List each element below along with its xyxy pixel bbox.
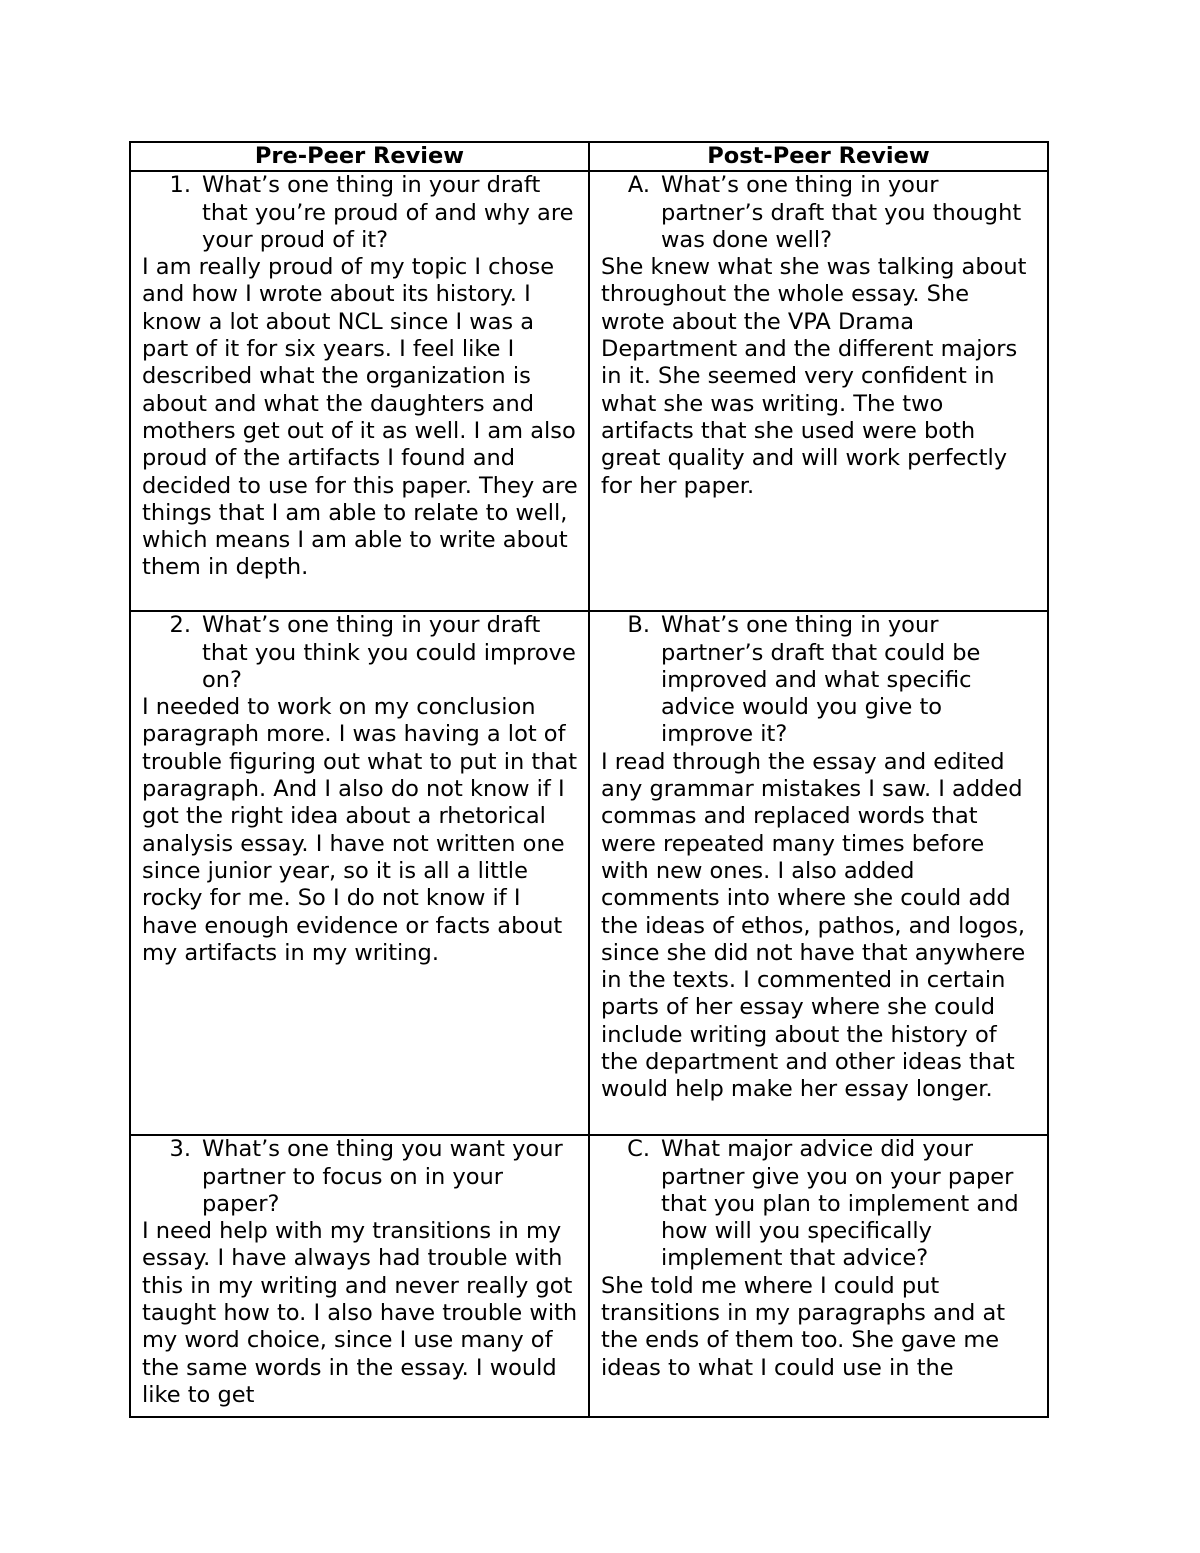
answer-text: I am really proud of my topic I chose and how I wrote about its history. I know a lot about NCL since I was a part of it for six years. I feel like I described what the organization is about and what the daughters and mothers get out of it as well. I am also proud of the artifacts I found and decided to use for this paper. They are things that I am able to relate to well, which means I am able to write about them in depth. — [142, 254, 578, 581]
cell-pre-review-3 — [130, 1135, 589, 1417]
question-item — [601, 1136, 1037, 1272]
cell-pre-review-1 — [130, 171, 589, 611]
cell-post-review-a — [589, 171, 1048, 611]
question-item — [142, 612, 578, 694]
cell-pre-review-2 — [130, 611, 589, 1135]
answer-text: I read through the essay and edited any grammar mistakes I saw. I added commas and replaced words that were repeated many times before with new ones. I also added comments into where she could add the ideas of ethos, pathos, and logos, since she did not have that anywhere in the texts. I commented in certain parts of her essay where she could include writing about the history of the department and other ideas that would help make her essay longer. — [601, 748, 1026, 1103]
table-row — [130, 611, 1048, 1135]
question-text: What major advice did your partner give you on your paper that you plan to implement and how will you specifically implement that advice? — [661, 1136, 1019, 1272]
question-letter: B. — [627, 612, 650, 639]
peer-review-table — [129, 141, 1049, 1418]
question-number: 1. — [169, 172, 191, 199]
answer-text: She knew what she was talking about throughout the whole essay. She wrote about the VPA Drama Department and the different majors in it. She seemed very confident in what she was writing. The two artifacts that she used were both great quality and will work perfectly for her paper. — [601, 254, 1027, 499]
question-letter: C. — [627, 1136, 650, 1163]
question-number: 3. — [169, 1136, 191, 1163]
answer-text: She told me where I could put transitions in my paragraphs and at the ends of them too. She gave me ideas to what I could use in the — [601, 1272, 1006, 1381]
question-item — [142, 172, 578, 254]
question-item — [142, 1136, 578, 1218]
table-row — [130, 1135, 1048, 1417]
header-post-peer-review: Post-Peer Review — [589, 142, 1048, 171]
answer-text: I needed to work on my conclusion paragraph more. I was having a lot of trouble figuring out what to put in that paragraph. And I also do not know if I got the right idea about a rhetorical analysis essay. I have not written one since junior year, so it is all a little rocky for me. So I do not know if I have enough evidence or facts about my artifacts in my writing. — [142, 694, 578, 966]
question-letter: A. — [627, 172, 650, 199]
question-number: 2. — [169, 612, 191, 639]
question-item — [601, 612, 1037, 748]
question-text: What’s one thing in your draft that you think you could improve on? — [202, 612, 576, 693]
question-text: What’s one thing in your partner’s draft that could be improved and what specific advice would you give to improve it? — [661, 612, 981, 748]
cell-post-review-b — [589, 611, 1048, 1135]
cell-post-review-c — [589, 1135, 1048, 1417]
table-row — [130, 171, 1048, 611]
question-text: What’s one thing you want your partner to focus on in your paper? — [202, 1136, 563, 1217]
header-pre-peer-review: Pre-Peer Review — [130, 142, 589, 171]
table-header-row — [130, 142, 1048, 171]
question-text: What’s one thing in your partner’s draft that you thought was done well? — [661, 172, 1022, 253]
question-text: What’s one thing in your draft that you’re proud of and why are your proud of it? — [202, 172, 574, 253]
question-item — [601, 172, 1037, 254]
answer-text: I need help with my transitions in my essay. I have always had trouble with this in my writing and never really got taught how to. I also have trouble with my word choice, since I use many of the same words in the essay. I would like to get — [142, 1218, 578, 1408]
